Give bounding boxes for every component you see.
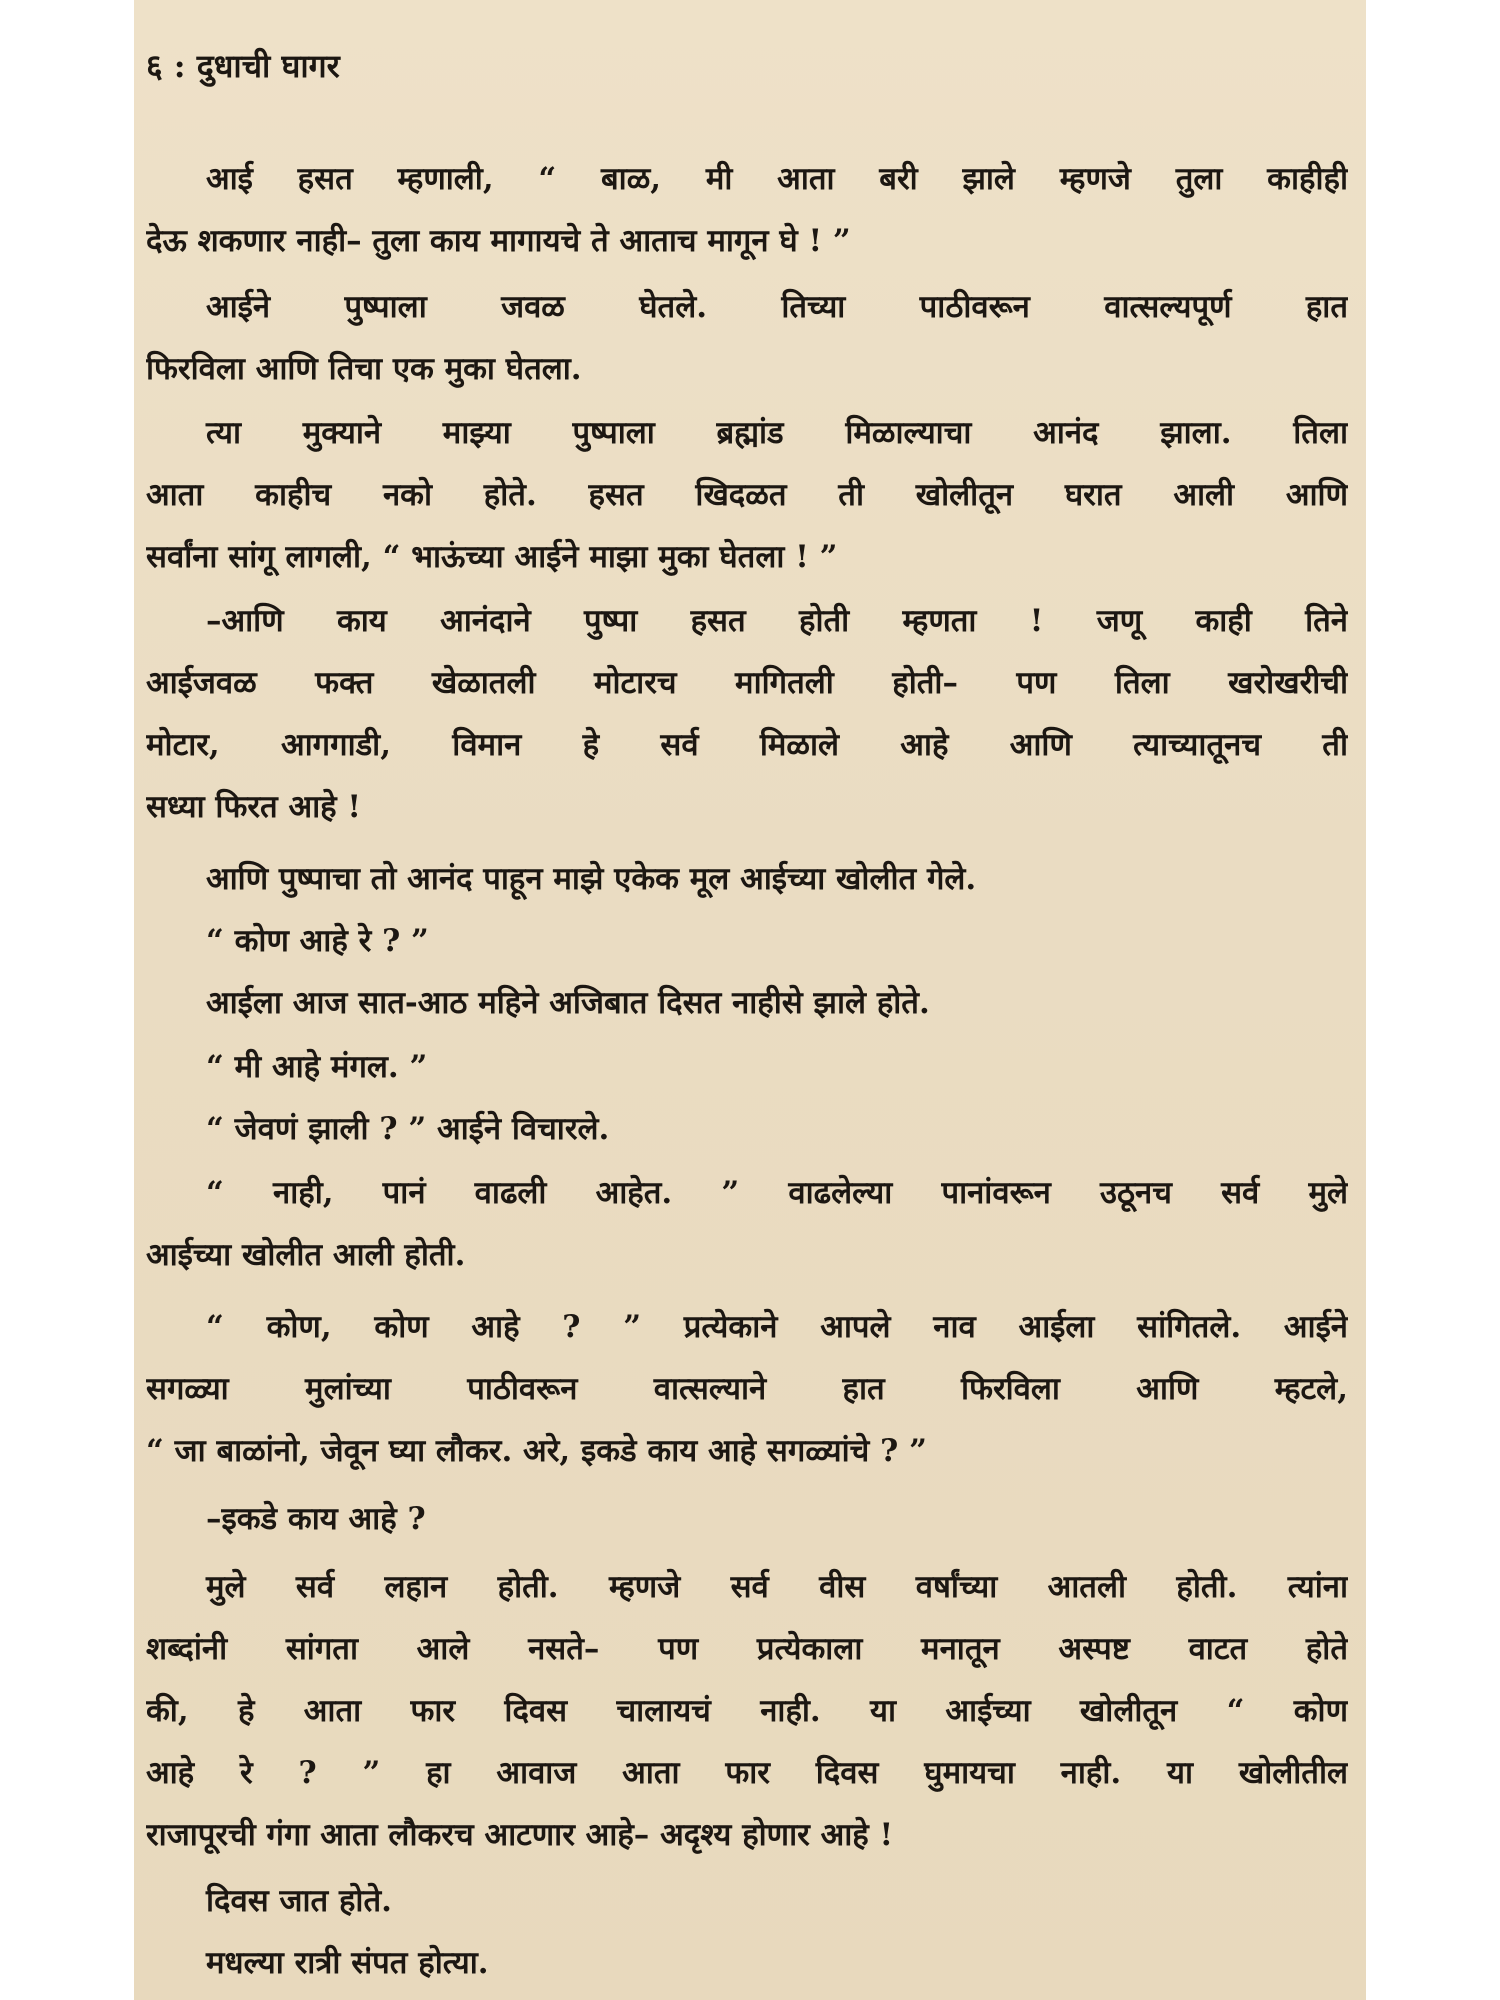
text-line: त्या मुक्याने माझ्या पुष्पाला ब्रह्मांड मिळाल्याचा आनंद झाला. तिला (206, 415, 1348, 451)
text-line: सगळ्या मुलांच्या पाठीवरून वात्सल्याने हात फिरविला आणि म्हटले, (146, 1371, 1348, 1407)
text-line: की, हे आता फार दिवस चालायचं नाही. या आईच्या खोलीतून “ कोण (146, 1693, 1348, 1729)
text-line: –आणि काय आनंदाने पुष्पा हसत होती म्हणता ! जणू काही तिने (206, 603, 1348, 639)
text-line: “ नाही, पानं वाढली आहेत. ” वाढलेल्या पानांवरून उठूनच सर्व मुले (206, 1175, 1348, 1211)
book-page (134, 0, 1366, 2000)
text-line: –इकडे काय आहे ? (206, 1501, 426, 1537)
text-line: मुले सर्व लहान होती. म्हणजे सर्व वीस वर्षांच्या आतली होती. त्यांना (206, 1569, 1348, 1605)
text-line: शब्दांनी सांगता आले नसते– पण प्रत्येकाला मनातून अस्पष्ट वाटत होते (146, 1631, 1348, 1667)
text-line: सर्वांना सांगू लागली, “ भाऊंच्या आईने माझा मुका घेतला ! ” (146, 539, 838, 575)
text-line: आहे रे ? ” हा आवाज आता फार दिवस घुमायचा नाही. या खोलीतील (146, 1755, 1348, 1791)
text-line: राजापूरची गंगा आता लौकरच आटणार आहे– अदृश्य होणार आहे ! (146, 1817, 894, 1853)
text-line: “ जेवणं झाली ? ” आईने विचारले. (206, 1111, 610, 1147)
text-line: दिवस जात होते. (206, 1883, 392, 1919)
text-line: आईच्या खोलीत आली होती. (146, 1237, 466, 1273)
text-line: मोटार, आगगाडी, विमान हे सर्व मिळाले आहे आणि त्याच्यातूनच ती (146, 727, 1348, 763)
text-line: आई हसत म्हणाली, “ बाळ, मी आता बरी झाले म्हणजे तुला काहीही (206, 161, 1348, 197)
text-line: “ जा बाळांनो, जेवून घ्या लौकर. अरे, इकडे काय आहे सगळ्यांचे ? ” (146, 1433, 927, 1469)
text-line: आईजवळ फक्त खेळातली मोटारच मागितली होती– पण तिला खरोखरीची (146, 665, 1348, 701)
text-line: “ कोण, कोण आहे ? ” प्रत्येकाने आपले नाव आईला सांगितले. आईने (206, 1309, 1348, 1345)
text-line: “ कोण आहे रे ? ” (206, 923, 429, 959)
text-line: आणि पुष्पाचा तो आनंद पाहून माझे एकेक मूल आईच्या खोलीत गेले. (206, 861, 977, 897)
text-line: मधल्या रात्री संपत होत्या. (206, 1945, 489, 1981)
text-line: “ मी आहे मंगल. ” (206, 1049, 428, 1085)
text-line: सध्या फिरत आहे ! (146, 789, 362, 825)
text-line: देऊ शकणार नाही– तुला काय मागायचे ते आताच मागून घे ! ” (146, 223, 851, 259)
text-line: फिरविला आणि तिचा एक मुका घेतला. (146, 351, 582, 387)
page-header: ६ : दुधाची घागर (146, 47, 340, 85)
text-line: आता काहीच नको होते. हसत खिदळत ती खोलीतून घरात आली आणि (146, 477, 1348, 513)
text-line: आईला आज सात-आठ महिने अजिबात दिसत नाहीसे झाले होते. (206, 985, 930, 1021)
text-line: आईने पुष्पाला जवळ घेतले. तिच्या पाठीवरून वात्सल्यपूर्ण हात (206, 289, 1348, 325)
